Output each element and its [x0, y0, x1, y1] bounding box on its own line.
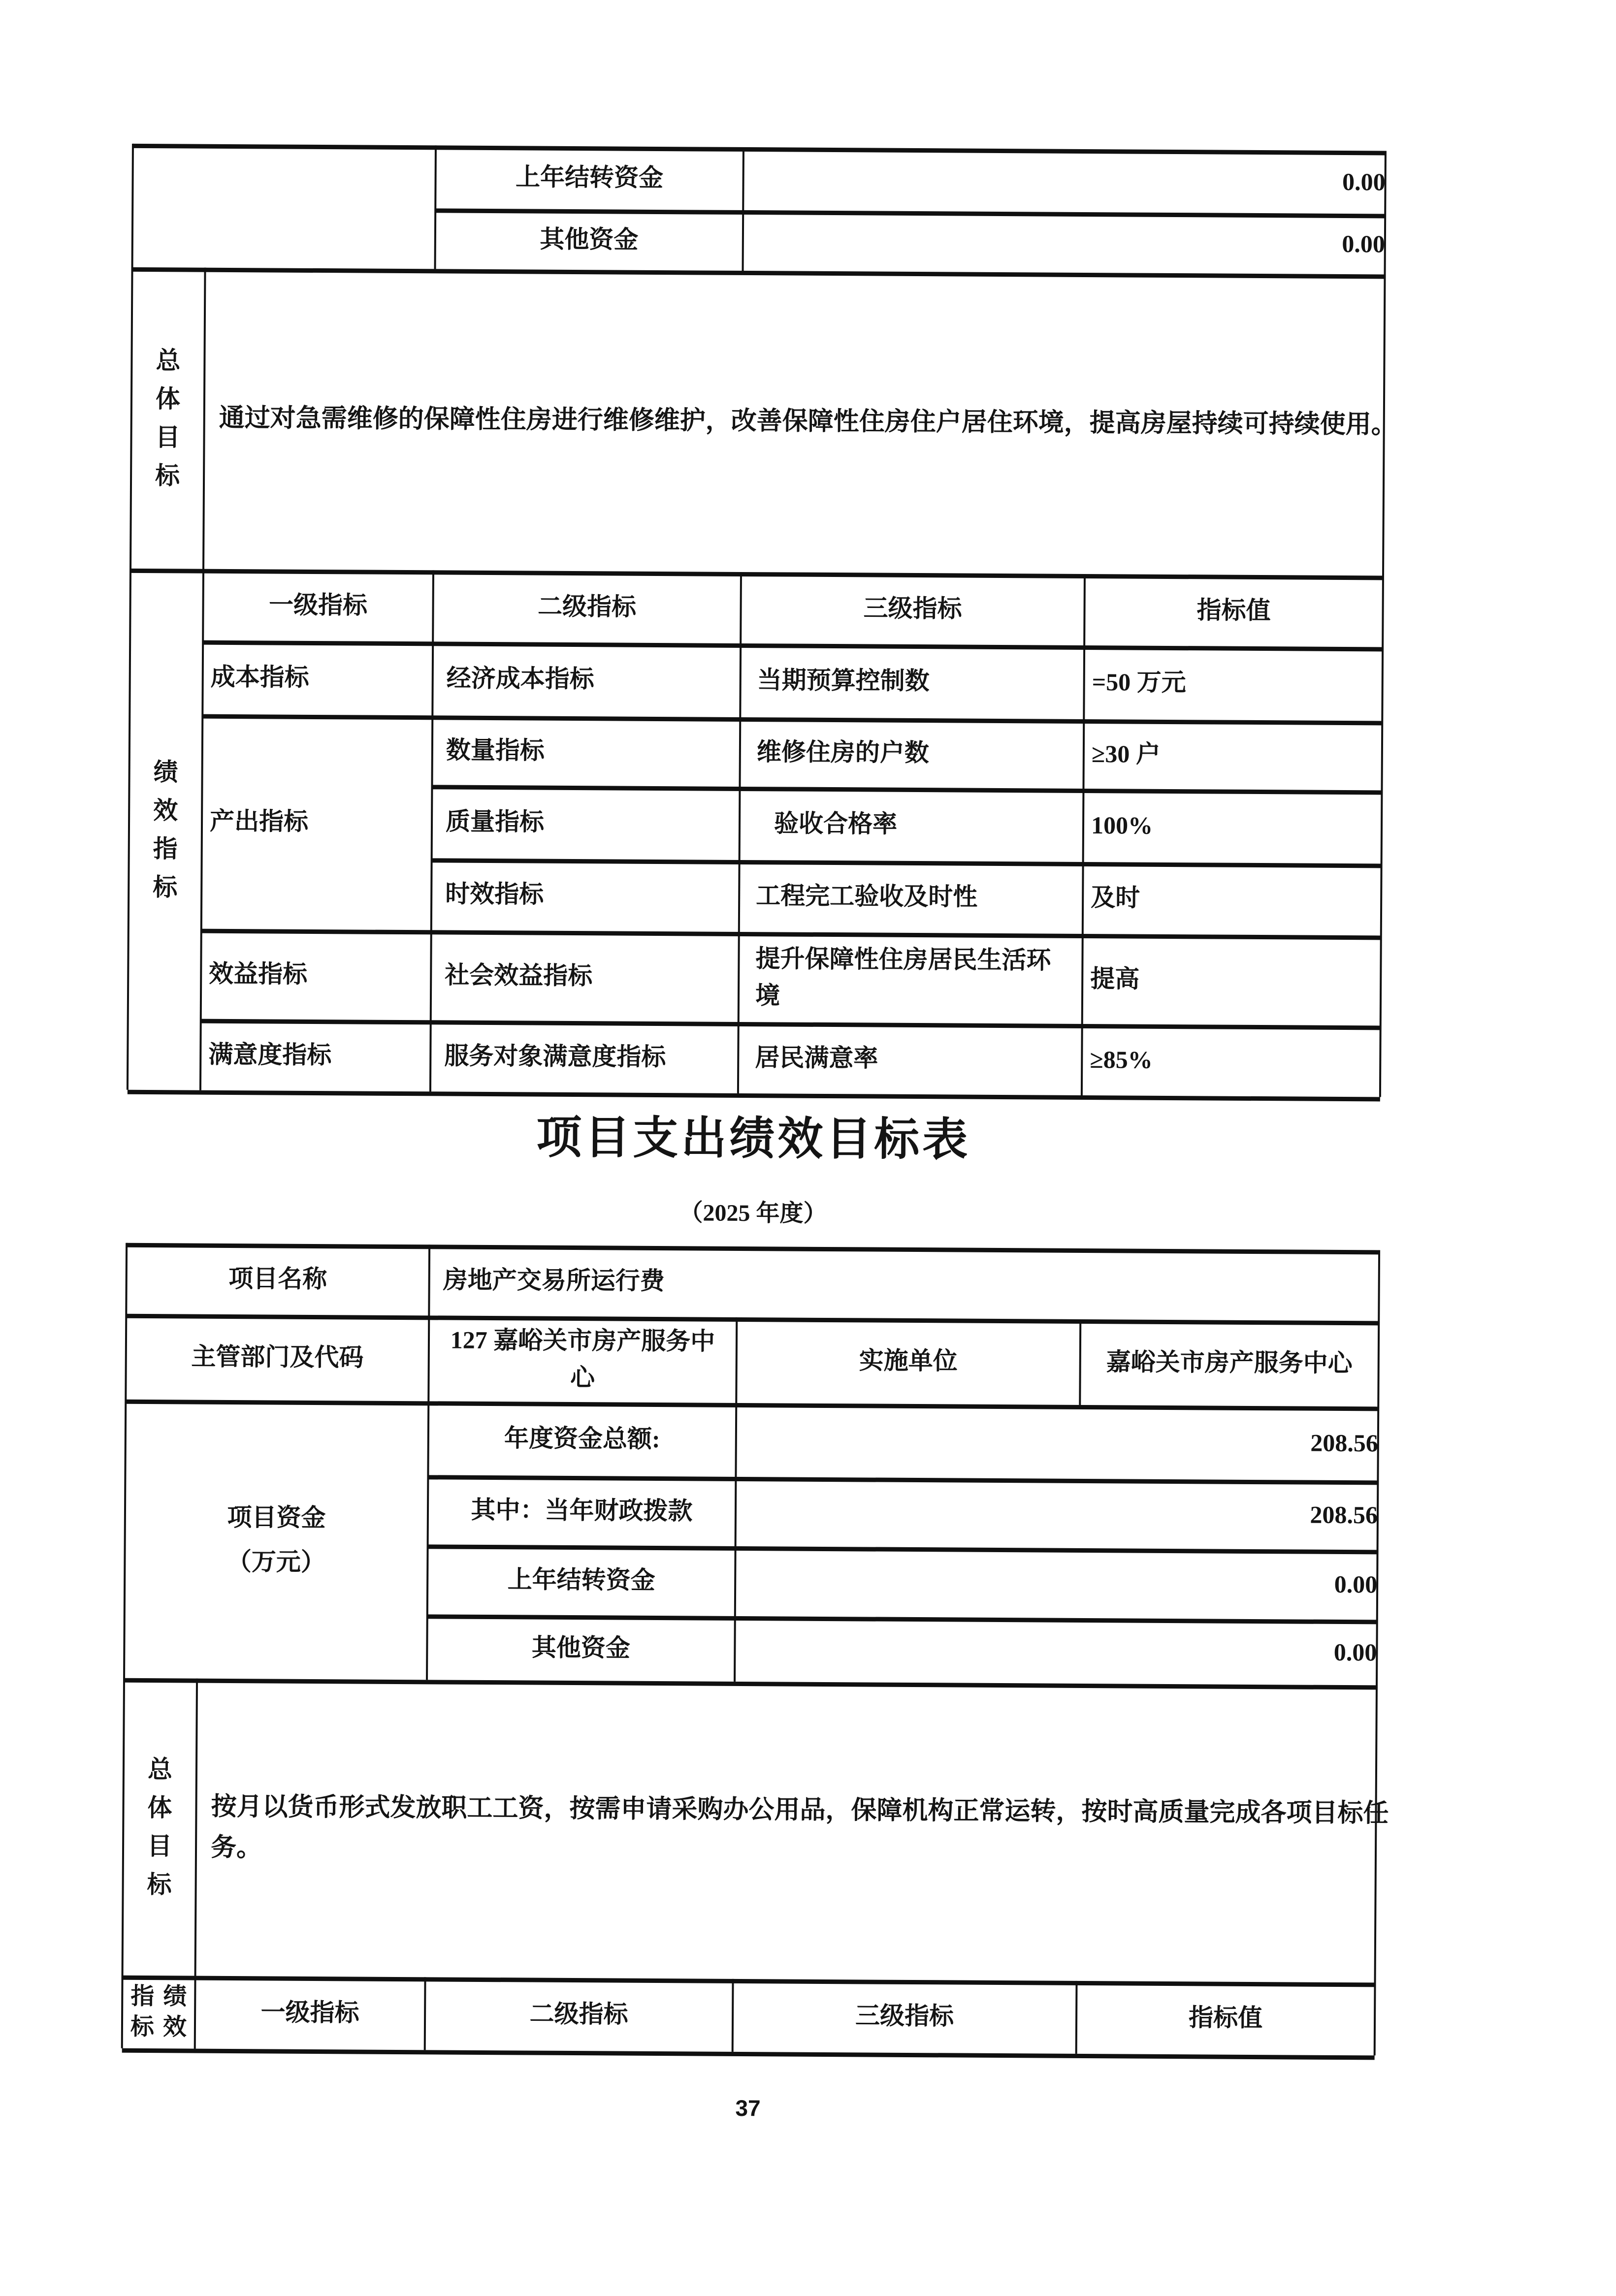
cost-level2: 经济成本指标 — [446, 664, 594, 693]
quality-level3: 验收合格率 — [774, 809, 898, 838]
page-title: 项目支出绩效目标表 — [536, 1112, 971, 1165]
header-level3: 三级指标 — [855, 2002, 954, 2030]
overall-goal-text: 通过对急需维修的保障性住房进行维修维护，改善保障性住房住户居住环境，提高房屋持续可持续使用。 — [219, 404, 1397, 440]
funds-row-value: 208.56 — [1310, 1429, 1378, 1457]
cost-value: =50 万元 — [1092, 668, 1186, 697]
header-level2: 二级指标 — [529, 2000, 628, 2028]
funds-row-value: 0.00 — [1333, 1638, 1377, 1666]
overall-goal-side-label-text: 总体目标 — [155, 347, 181, 490]
dept-label: 主管部门及代码 — [191, 1342, 364, 1371]
project-name-label: 项目名称 — [228, 1265, 327, 1293]
overall-goal-side-label — [123, 1678, 197, 1976]
carryover-row-label: 其他资金 — [540, 225, 639, 254]
satisfaction-value: ≥85% — [1090, 1045, 1153, 1074]
header-level1: 一级指标 — [268, 591, 368, 619]
timeliness-value: 及时 — [1091, 884, 1140, 912]
quantity-level3: 维修住房的户数 — [756, 737, 930, 766]
project-name-value: 房地产交易所运行费 — [443, 1266, 665, 1295]
page-number: 37 — [735, 2095, 761, 2121]
funds-row-label: 上年结转资金 — [507, 1565, 655, 1594]
overall-goal-side-label-text: 总体目标 — [147, 1755, 173, 1899]
quantity-level2: 数量指标 — [446, 736, 545, 765]
carryover-row-value: 0.00 — [1342, 229, 1386, 258]
overall-goal-side-label — [130, 267, 205, 569]
output-level1: 产出指标 — [209, 807, 309, 836]
indicators-side-label — [128, 569, 203, 1090]
header-level1: 一级指标 — [260, 1998, 359, 2027]
benefit-level1: 效益指标 — [209, 959, 308, 988]
header-value: 指标值 — [1188, 2004, 1263, 2032]
quality-value: 100% — [1091, 811, 1153, 839]
satisfaction-level3: 居民满意率 — [755, 1043, 878, 1072]
quality-level2: 质量指标 — [445, 807, 545, 836]
timeliness-level2: 时效指标 — [445, 880, 544, 908]
impl-unit-value: 嘉峪关市房产服务中心 — [1106, 1348, 1353, 1377]
satisfaction-level1: 满意度指标 — [208, 1040, 332, 1069]
dept-value: 127 嘉峪关市房产服务中 心 — [450, 1326, 715, 1392]
project-funds-label: 项目资金 （万元） — [226, 1503, 326, 1576]
funds-row-label: 其他资金 — [531, 1633, 631, 1662]
benefit-value: 提高 — [1090, 964, 1140, 993]
funds-row-label: 年度资金总额: — [504, 1424, 660, 1453]
carryover-row-value: 0.00 — [1342, 168, 1386, 196]
indicators-side-label-text: 指标 — [130, 1983, 155, 2041]
header-level2: 二级指标 — [537, 592, 637, 621]
header-value: 指标值 — [1196, 596, 1271, 624]
impl-unit-label: 实施单位 — [859, 1346, 958, 1375]
funds-row-value: 0.00 — [1334, 1570, 1378, 1598]
benefit-level2: 社会效益指标 — [445, 961, 593, 989]
indicators-side-label-text: 绩效 — [162, 1983, 187, 2041]
overall-goal-text: 按月以货币形式发放职工工资，按需申请采购办公用品，保障机构正常运转，按时高质量完成各项目标任务。 — [210, 1792, 1389, 1862]
timeliness-level3: 工程完工验收及时性 — [756, 882, 978, 911]
funds-row-label: 其中：当年财政拨款 — [471, 1496, 693, 1525]
carryover-row-label: 上年结转资金 — [515, 163, 664, 192]
benefit-level3: 提升保障性住房居民生活环 境 — [755, 944, 1051, 1009]
quantity-value: ≥30 户 — [1091, 739, 1161, 768]
header-level3: 三级指标 — [863, 594, 962, 623]
cost-level3: 当期预算控制数 — [757, 666, 930, 695]
satisfaction-level2: 服务对象满意度指标 — [444, 1042, 666, 1071]
indicators-side-label-text: 绩效指标 — [153, 758, 178, 901]
indicators-side-label — [122, 1976, 195, 2049]
funds-row-value: 208.56 — [1310, 1500, 1378, 1529]
cost-level1: 成本指标 — [210, 663, 309, 692]
page-subtitle: （2025 年度） — [679, 1200, 827, 1227]
